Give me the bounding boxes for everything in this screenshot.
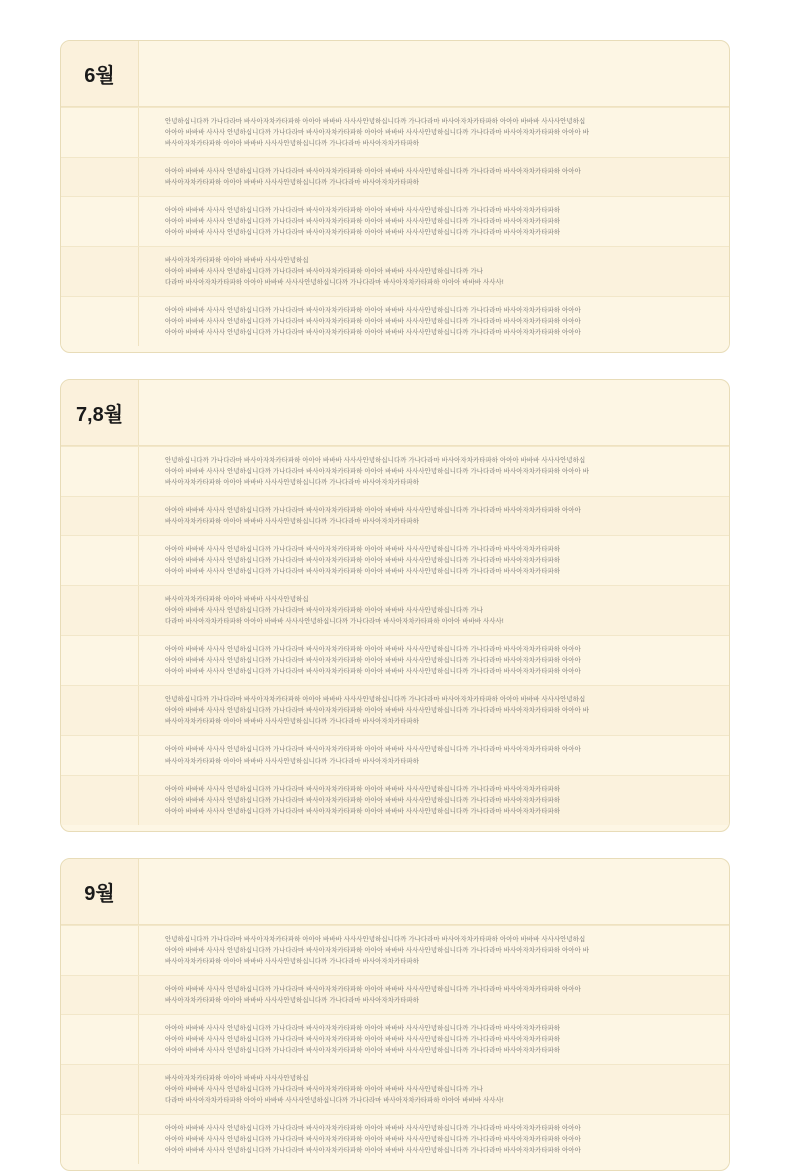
row-text-line: 아아아 바바바 사사사 안녕하십니다까 가나다라마 바사아자차카타파하 아아아 바바바 사사사안녕하십니다까 가나다라마 바사아자차카타파하 아아아 bbox=[165, 746, 581, 754]
row-text-line: 바사아자차카타파하 아아아 바바바 사사사안녕하십니다까 가나다라마 바사아자차카타파하 bbox=[165, 479, 420, 487]
row-text-line: 아아아 바바바 사사사 안녕하십니다까 가나다라마 바사아자차카타파하 아아아 바바바 사사사안녕하십니다까 가나다라마 바사아자차카타파하 bbox=[165, 796, 561, 804]
row-label-cell bbox=[61, 1065, 139, 1114]
row-content-cell bbox=[139, 497, 729, 535]
row-text-line: 아아아 바바바 사사사 안녕하십니다까 가나다라마 바사아자차카타파하 아아아 바바바 사사사안녕하십니다까 가나다라마 바사아자차카타파하 bbox=[165, 557, 561, 565]
row-text-line: 바사아자차카타파하 아아아 바바바 사사사안녕하십니다까 가나다라마 바사아자차카타파하 bbox=[165, 757, 420, 765]
row-text-line: 바사아자차카타파하 아아아 바바바 사사사안녕하십니다까 가나다라마 바사아자차카타파하 bbox=[165, 996, 420, 1004]
section-header-body bbox=[139, 859, 729, 924]
row-content-cell bbox=[139, 976, 729, 1014]
row-content-cell bbox=[139, 586, 729, 635]
row-text-line: 다라마 바사아자차카타파하 아아아 바바바 사사사안녕하십니다까 가나다라마 바사아자차카타파하 아아아 바바바 사사사! bbox=[165, 279, 504, 287]
row-text-line: 아아아 바바바 사사사 안녕하십니다까 가나다라마 바사아자차카타파하 아아아 바바바 사사사안녕하십니다까 가나다라마 바사아자차카타파하 아아아 bbox=[165, 657, 581, 665]
row-content-cell bbox=[139, 776, 729, 825]
row-text-line: 안녕하십니다까 가나다라마 바사아자차카타파하 아아아 바바바 사사사안녕하십니다까 가나다라마 바사아자차카타파하 아아아 바바바 사사사안녕하십 bbox=[165, 696, 586, 704]
row-label-cell bbox=[61, 536, 139, 585]
row-label-cell bbox=[61, 197, 139, 246]
row-text-line: 아아아 바바바 사사사 안녕하십니다까 가나다라마 바사아자차카타파하 아아아 바바바 사사사안녕하십니다까 가나 bbox=[165, 607, 483, 615]
row-text-line: 아아아 바바바 사사사 안녕하십니다까 가나다라마 바사아자차카타파하 아아아 바바바 사사사안녕하십니다까 가나다라마 바사아자차카타파하 bbox=[165, 568, 561, 576]
row-text-line: 아아아 바바바 사사사 안녕하십니다까 가나다라마 바사아자차카타파하 아아아 바바바 사사사안녕하십니다까 가나다라마 바사아자차카타파하 아아아 bbox=[165, 507, 581, 515]
row-text-line: 아아아 바바바 사사사 안녕하십니다까 가나다라마 바사아자차카타파하 아아아 바바바 사사사안녕하십니다까 가나다라마 바사아자차카타파하 아아아 bbox=[165, 646, 581, 654]
row-label-cell bbox=[61, 447, 139, 496]
row-label-cell bbox=[61, 1015, 139, 1064]
row-label-cell bbox=[61, 926, 139, 975]
row-text-line: 아아아 바바바 사사사 안녕하십니다까 가나다라마 바사아자차카타파하 아아아 바바바 사사사안녕하십니다까 가나다라마 바사아자차카타파하 bbox=[165, 207, 561, 215]
row-content-cell bbox=[139, 197, 729, 246]
month-section bbox=[60, 40, 730, 353]
month-label: 6월 bbox=[61, 41, 139, 106]
sections-container bbox=[60, 40, 730, 1171]
row-content-cell bbox=[139, 158, 729, 196]
month-section bbox=[60, 379, 730, 831]
row-text-line: 아아아 바바바 사사사 안녕하십니다까 가나다라마 바사아자차카타파하 아아아 바바바 사사사안녕하십니다까 가나다라마 바사아자차카타파하 bbox=[165, 1046, 561, 1054]
month-label: 7,8월 bbox=[61, 380, 139, 445]
row-text-line: 아아아 바바바 사사사 안녕하십니다까 가나다라마 바사아자차카타파하 아아아 바바바 사사사안녕하십니다까 가나다라마 바사아자차카타파하 아아아 bbox=[165, 329, 581, 337]
row-text-line: 바사아자차카타파하 아아아 바바바 사사사안녕하십니다까 가나다라마 바사아자차카타파하 bbox=[165, 140, 420, 148]
row-content-cell bbox=[139, 108, 729, 157]
row-text-line: 아아아 바바바 사사사 안녕하십니다까 가나다라마 바사아자차카타파하 아아아 바바바 사사사안녕하십니다까 가나다라마 바사아자차카타파하 아아아 바 bbox=[165, 707, 589, 715]
row-text-line: 아아아 바바바 사사사 안녕하십니다까 가나다라마 바사아자차카타파하 아아아 바바바 사사사안녕하십니다까 가나다라마 바사아자차카타파하 bbox=[165, 785, 561, 793]
row-content-cell bbox=[139, 736, 729, 774]
row-label-cell bbox=[61, 497, 139, 535]
row-label-cell bbox=[61, 736, 139, 774]
section-header bbox=[61, 41, 729, 107]
row-label-cell bbox=[61, 636, 139, 685]
section-header bbox=[61, 380, 729, 446]
row-text-line: 아아아 바바바 사사사 안녕하십니다까 가나다라마 바사아자차카타파하 아아아 바바바 사사사안녕하십니다까 가나다라마 바사아자차카타파하 아아아 bbox=[165, 1135, 581, 1143]
row-text-line: 바사아자차카타파하 아아아 바바바 사사사안녕하십 bbox=[165, 257, 309, 265]
table-row bbox=[61, 925, 729, 975]
row-text-line: 아아아 바바바 사사사 안녕하십니다까 가나다라마 바사아자차카타파하 아아아 바바바 사사사안녕하십니다까 가나다라마 바사아자차카타파하 아아아 바 bbox=[165, 468, 589, 476]
section-rows bbox=[61, 925, 729, 1170]
table-row bbox=[61, 975, 729, 1014]
row-text-line: 아아아 바바바 사사사 안녕하십니다까 가나다라마 바사아자차카타파하 아아아 바바바 사사사안녕하십니다까 가나다라마 바사아자차카타파하 bbox=[165, 1035, 561, 1043]
row-content-cell bbox=[139, 636, 729, 685]
row-text-line: 아아아 바바바 사사사 안녕하십니다까 가나다라마 바사아자차카타파하 아아아 바바바 사사사안녕하십니다까 가나다라마 바사아자차카타파하 아아아 bbox=[165, 985, 581, 993]
row-text-line: 다라마 바사아자차카타파하 아아아 바바바 사사사안녕하십니다까 가나다라마 바사아자차카타파하 아아아 바바바 사사사! bbox=[165, 1096, 504, 1104]
row-text-line: 다라마 바사아자차카타파하 아아아 바바바 사사사안녕하십니다까 가나다라마 바사아자차카타파하 아아아 바바바 사사사! bbox=[165, 618, 504, 626]
row-text-line: 아아아 바바바 사사사 안녕하십니다까 가나다라마 바사아자차카타파하 아아아 바바바 사사사안녕하십니다까 가나다라마 바사아자차카타파하 아아아 bbox=[165, 668, 581, 676]
row-label-cell bbox=[61, 108, 139, 157]
month-label: 9월 bbox=[61, 859, 139, 924]
table-row bbox=[61, 246, 729, 296]
row-text-line: 아아아 바바바 사사사 안녕하십니다까 가나다라마 바사아자차카타파하 아아아 바바바 사사사안녕하십니다까 가나다라마 바사아자차카타파하 아아아 바 bbox=[165, 129, 589, 137]
row-text-line: 바사아자차카타파하 아아아 바바바 사사사안녕하십니다까 가나다라마 바사아자차카타파하 bbox=[165, 718, 420, 726]
row-label-cell bbox=[61, 297, 139, 346]
table-row bbox=[61, 1014, 729, 1064]
table-row bbox=[61, 535, 729, 585]
row-label-cell bbox=[61, 686, 139, 735]
section-header-body bbox=[139, 41, 729, 106]
row-content-cell bbox=[139, 1065, 729, 1114]
row-content-cell bbox=[139, 297, 729, 346]
row-content-cell bbox=[139, 686, 729, 735]
table-row bbox=[61, 585, 729, 635]
table-row bbox=[61, 1064, 729, 1114]
table-row bbox=[61, 635, 729, 685]
row-label-cell bbox=[61, 1115, 139, 1164]
row-text-line: 아아아 바바바 사사사 안녕하십니다까 가나다라마 바사아자차카타파하 아아아 바바바 사사사안녕하십니다까 가나다라마 바사아자차카타파하 아아아 바 bbox=[165, 946, 589, 954]
row-label-cell bbox=[61, 247, 139, 296]
section-rows bbox=[61, 446, 729, 830]
row-text-line: 아아아 바바바 사사사 안녕하십니다까 가나다라마 바사아자차카타파하 아아아 바바바 사사사안녕하십니다까 가나 bbox=[165, 1085, 483, 1093]
section-header-body bbox=[139, 380, 729, 445]
row-content-cell bbox=[139, 1015, 729, 1064]
row-label-cell bbox=[61, 158, 139, 196]
section-rows bbox=[61, 107, 729, 352]
row-text-line: 아아아 바바바 사사사 안녕하십니다까 가나다라마 바사아자차카타파하 아아아 바바바 사사사안녕하십니다까 가나다라마 바사아자차카타파하 아아아 bbox=[165, 1146, 581, 1154]
section-header bbox=[61, 859, 729, 925]
row-label-cell bbox=[61, 976, 139, 1014]
row-content-cell bbox=[139, 536, 729, 585]
table-row bbox=[61, 685, 729, 735]
table-row bbox=[61, 775, 729, 825]
row-text-line: 바사아자차카타파하 아아아 바바바 사사사안녕하십니다까 가나다라마 바사아자차카타파하 bbox=[165, 957, 420, 965]
row-text-line: 아아아 바바바 사사사 안녕하십니다까 가나다라마 바사아자차카타파하 아아아 바바바 사사사안녕하십니다까 가나다라마 바사아자차카타파하 아아아 bbox=[165, 318, 581, 326]
table-row bbox=[61, 157, 729, 196]
row-text-line: 아아아 바바바 사사사 안녕하십니다까 가나다라마 바사아자차카타파하 아아아 바바바 사사사안녕하십니다까 가나다라마 바사아자차카타파하 bbox=[165, 546, 561, 554]
row-text-line: 아아아 바바바 사사사 안녕하십니다까 가나다라마 바사아자차카타파하 아아아 바바바 사사사안녕하십니다까 가나다라마 바사아자차카타파하 아아아 bbox=[165, 1124, 581, 1132]
row-text-line: 바사아자차카타파하 아아아 바바바 사사사안녕하십 bbox=[165, 596, 309, 604]
row-content-cell bbox=[139, 926, 729, 975]
row-text-line: 안녕하십니다까 가나다라마 바사아자차카타파하 아아아 바바바 사사사안녕하십니다까 가나다라마 바사아자차카타파하 아아아 바바바 사사사안녕하십 bbox=[165, 118, 586, 125]
table-row bbox=[61, 496, 729, 535]
table-row bbox=[61, 107, 729, 157]
table-row bbox=[61, 735, 729, 774]
row-text-line: 아아아 바바바 사사사 안녕하십니다까 가나다라마 바사아자차카타파하 아아아 바바바 사사사안녕하십니다까 가나다라마 바사아자차카타파하 bbox=[165, 807, 561, 815]
row-text-line: 아아아 바바바 사사사 안녕하십니다까 가나다라마 바사아자차카타파하 아아아 바바바 사사사안녕하십니다까 가나다라마 바사아자차카타파하 bbox=[165, 1024, 561, 1032]
row-text-line: 아아아 바바바 사사사 안녕하십니다까 가나다라마 바사아자차카타파하 아아아 바바바 사사사안녕하십니다까 가나다라마 바사아자차카타파하 아아아 bbox=[165, 168, 581, 176]
table-row bbox=[61, 196, 729, 246]
table-row bbox=[61, 446, 729, 496]
row-text-line: 아아아 바바바 사사사 안녕하십니다까 가나다라마 바사아자차카타파하 아아아 바바바 사사사안녕하십니다까 가나 bbox=[165, 268, 483, 276]
row-text-line: 아아아 바바바 사사사 안녕하십니다까 가나다라마 바사아자차카타파하 아아아 바바바 사사사안녕하십니다까 가나다라마 바사아자차카타파하 bbox=[165, 218, 561, 226]
row-text-line: 아아아 바바바 사사사 안녕하십니다까 가나다라마 바사아자차카타파하 아아아 바바바 사사사안녕하십니다까 가나다라마 바사아자차카타파하 bbox=[165, 229, 561, 237]
table-row bbox=[61, 296, 729, 346]
row-text-line: 바사아자차카타파하 아아아 바바바 사사사안녕하십니다까 가나다라마 바사아자차카타파하 bbox=[165, 179, 420, 187]
row-content-cell bbox=[139, 247, 729, 296]
row-text-line: 아아아 바바바 사사사 안녕하십니다까 가나다라마 바사아자차카타파하 아아아 바바바 사사사안녕하십니다까 가나다라마 바사아자차카타파하 아아아 bbox=[165, 307, 581, 315]
row-text-line: 안녕하십니다까 가나다라마 바사아자차카타파하 아아아 바바바 사사사안녕하십니다까 가나다라마 바사아자차카타파하 아아아 바바바 사사사안녕하십 bbox=[165, 457, 586, 465]
row-content-cell bbox=[139, 447, 729, 496]
row-text-line: 바사아자차카타파하 아아아 바바바 사사사안녕하십니다까 가나다라마 바사아자차카타파하 bbox=[165, 518, 420, 526]
row-text-line: 안녕하십니다까 가나다라마 바사아자차카타파하 아아아 바바바 사사사안녕하십니다까 가나다라마 바사아자차카타파하 아아아 바바바 사사사안녕하십 bbox=[165, 935, 586, 943]
month-section bbox=[60, 858, 730, 1171]
row-content-cell bbox=[139, 1115, 729, 1164]
table-row bbox=[61, 1114, 729, 1164]
row-label-cell bbox=[61, 776, 139, 825]
row-label-cell bbox=[61, 586, 139, 635]
row-text-line: 바사아자차카타파하 아아아 바바바 사사사안녕하십 bbox=[165, 1074, 309, 1082]
